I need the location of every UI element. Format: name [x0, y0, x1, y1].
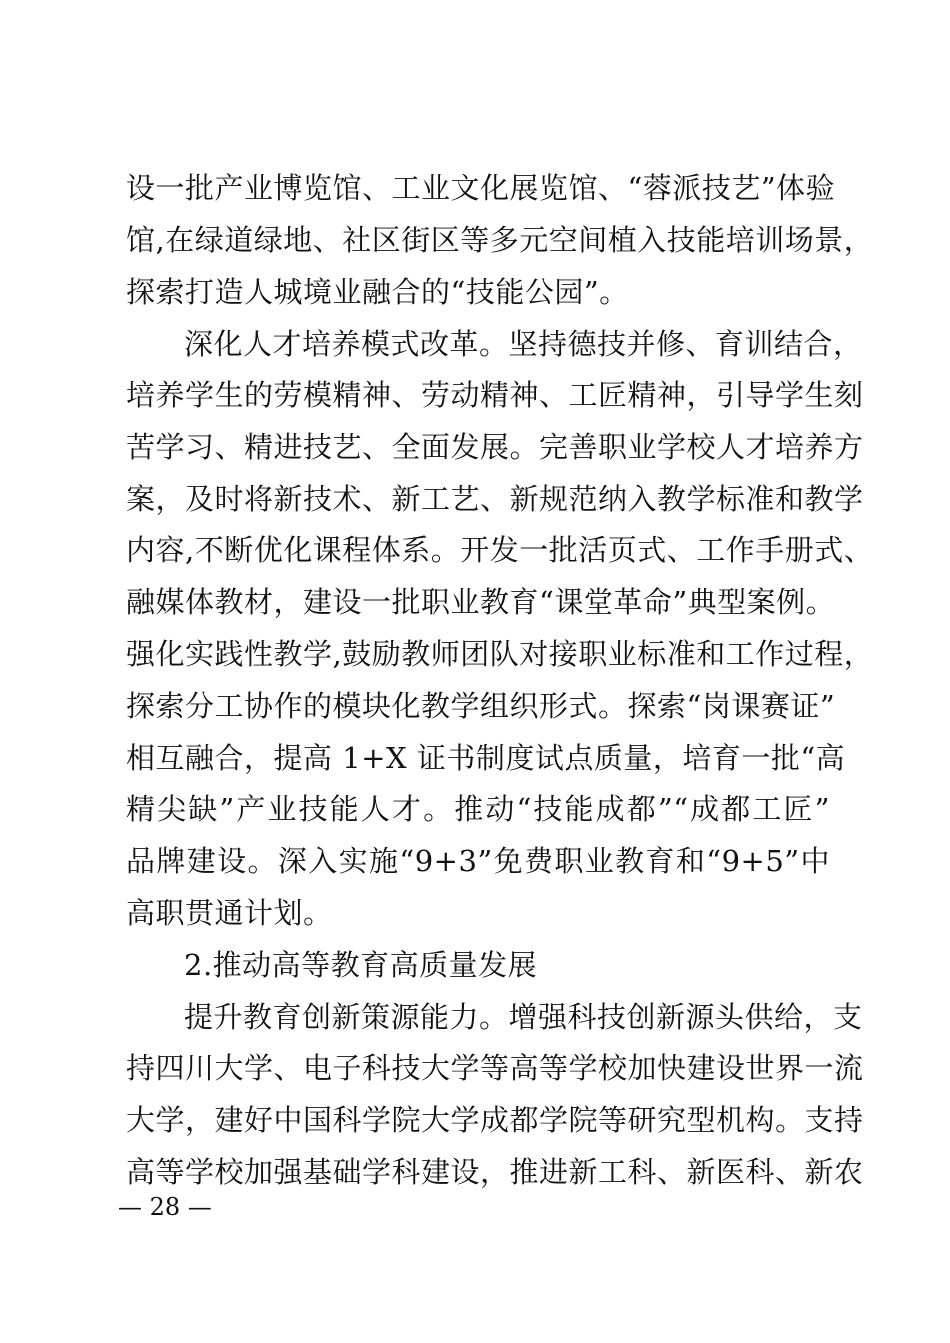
- text-line-11: 探索分工协作的模块化教学组织形式。探索“岗课赛证”: [126, 689, 836, 723]
- text-line-3: 探索打造人城境业融合的“技能公园”。: [126, 275, 629, 309]
- page-number: — 28 —: [118, 1193, 212, 1221]
- text-line-13: 精尖缺”产业技能人才。推动“技能成都”“成都工匠”: [126, 792, 830, 826]
- text-line-14: 品牌建设。深入实施“9+3”免费职业教育和“9+5”中: [126, 844, 830, 878]
- paragraph-start-innovation: 提升教育创新策源能力。增强科技创新源头供给，支: [184, 1000, 863, 1034]
- text-line-2: 馆,在绿道绿地、社区街区等多元空间植入技能培训场景，: [126, 223, 874, 257]
- text-line-8: 内容,不断优化课程体系。开发一批活页式、工作手册式、: [126, 533, 874, 567]
- text-line-18: 持四川大学、电子科技大学等高等学校加快建设世界一流: [126, 1051, 864, 1085]
- text-line-20: 高等学校加强基础学科建设，推进新工科、新医科、新农: [126, 1155, 864, 1189]
- text-line-12: 相互融合，提高 1+X 证书制度试点质量，培育一批“高: [126, 741, 846, 775]
- text-line-9: 融媒体教材，建设一批职业教育“课堂革命”典型案例。: [126, 585, 836, 619]
- section-heading: 2.推动高等教育高质量发展: [184, 948, 538, 982]
- text-line-1: 设一批产业博览馆、工业文化展览馆、“蓉派技艺”体验: [126, 171, 836, 205]
- text-line-15: 高职贯通计划。: [126, 896, 333, 930]
- paragraph-start-talent-training: 深化人才培养模式改革。坚持德技并修、育训结合，: [184, 327, 863, 361]
- text-line-7: 案，及时将新技术、新工艺、新规范纳入教学标准和教学: [126, 482, 864, 516]
- text-line-10: 强化实践性教学,鼓励教师团队对接职业标准和工作过程，: [126, 637, 874, 671]
- text-line-19: 大学，建好中国科学院大学成都学院等研究型机构。支持: [126, 1103, 864, 1137]
- text-line-5: 培养学生的劳模精神、劳动精神、工匠精神，引导学生刻: [126, 378, 864, 412]
- text-line-6: 苦学习、精进技艺、全面发展。完善职业学校人才培养方: [126, 430, 864, 464]
